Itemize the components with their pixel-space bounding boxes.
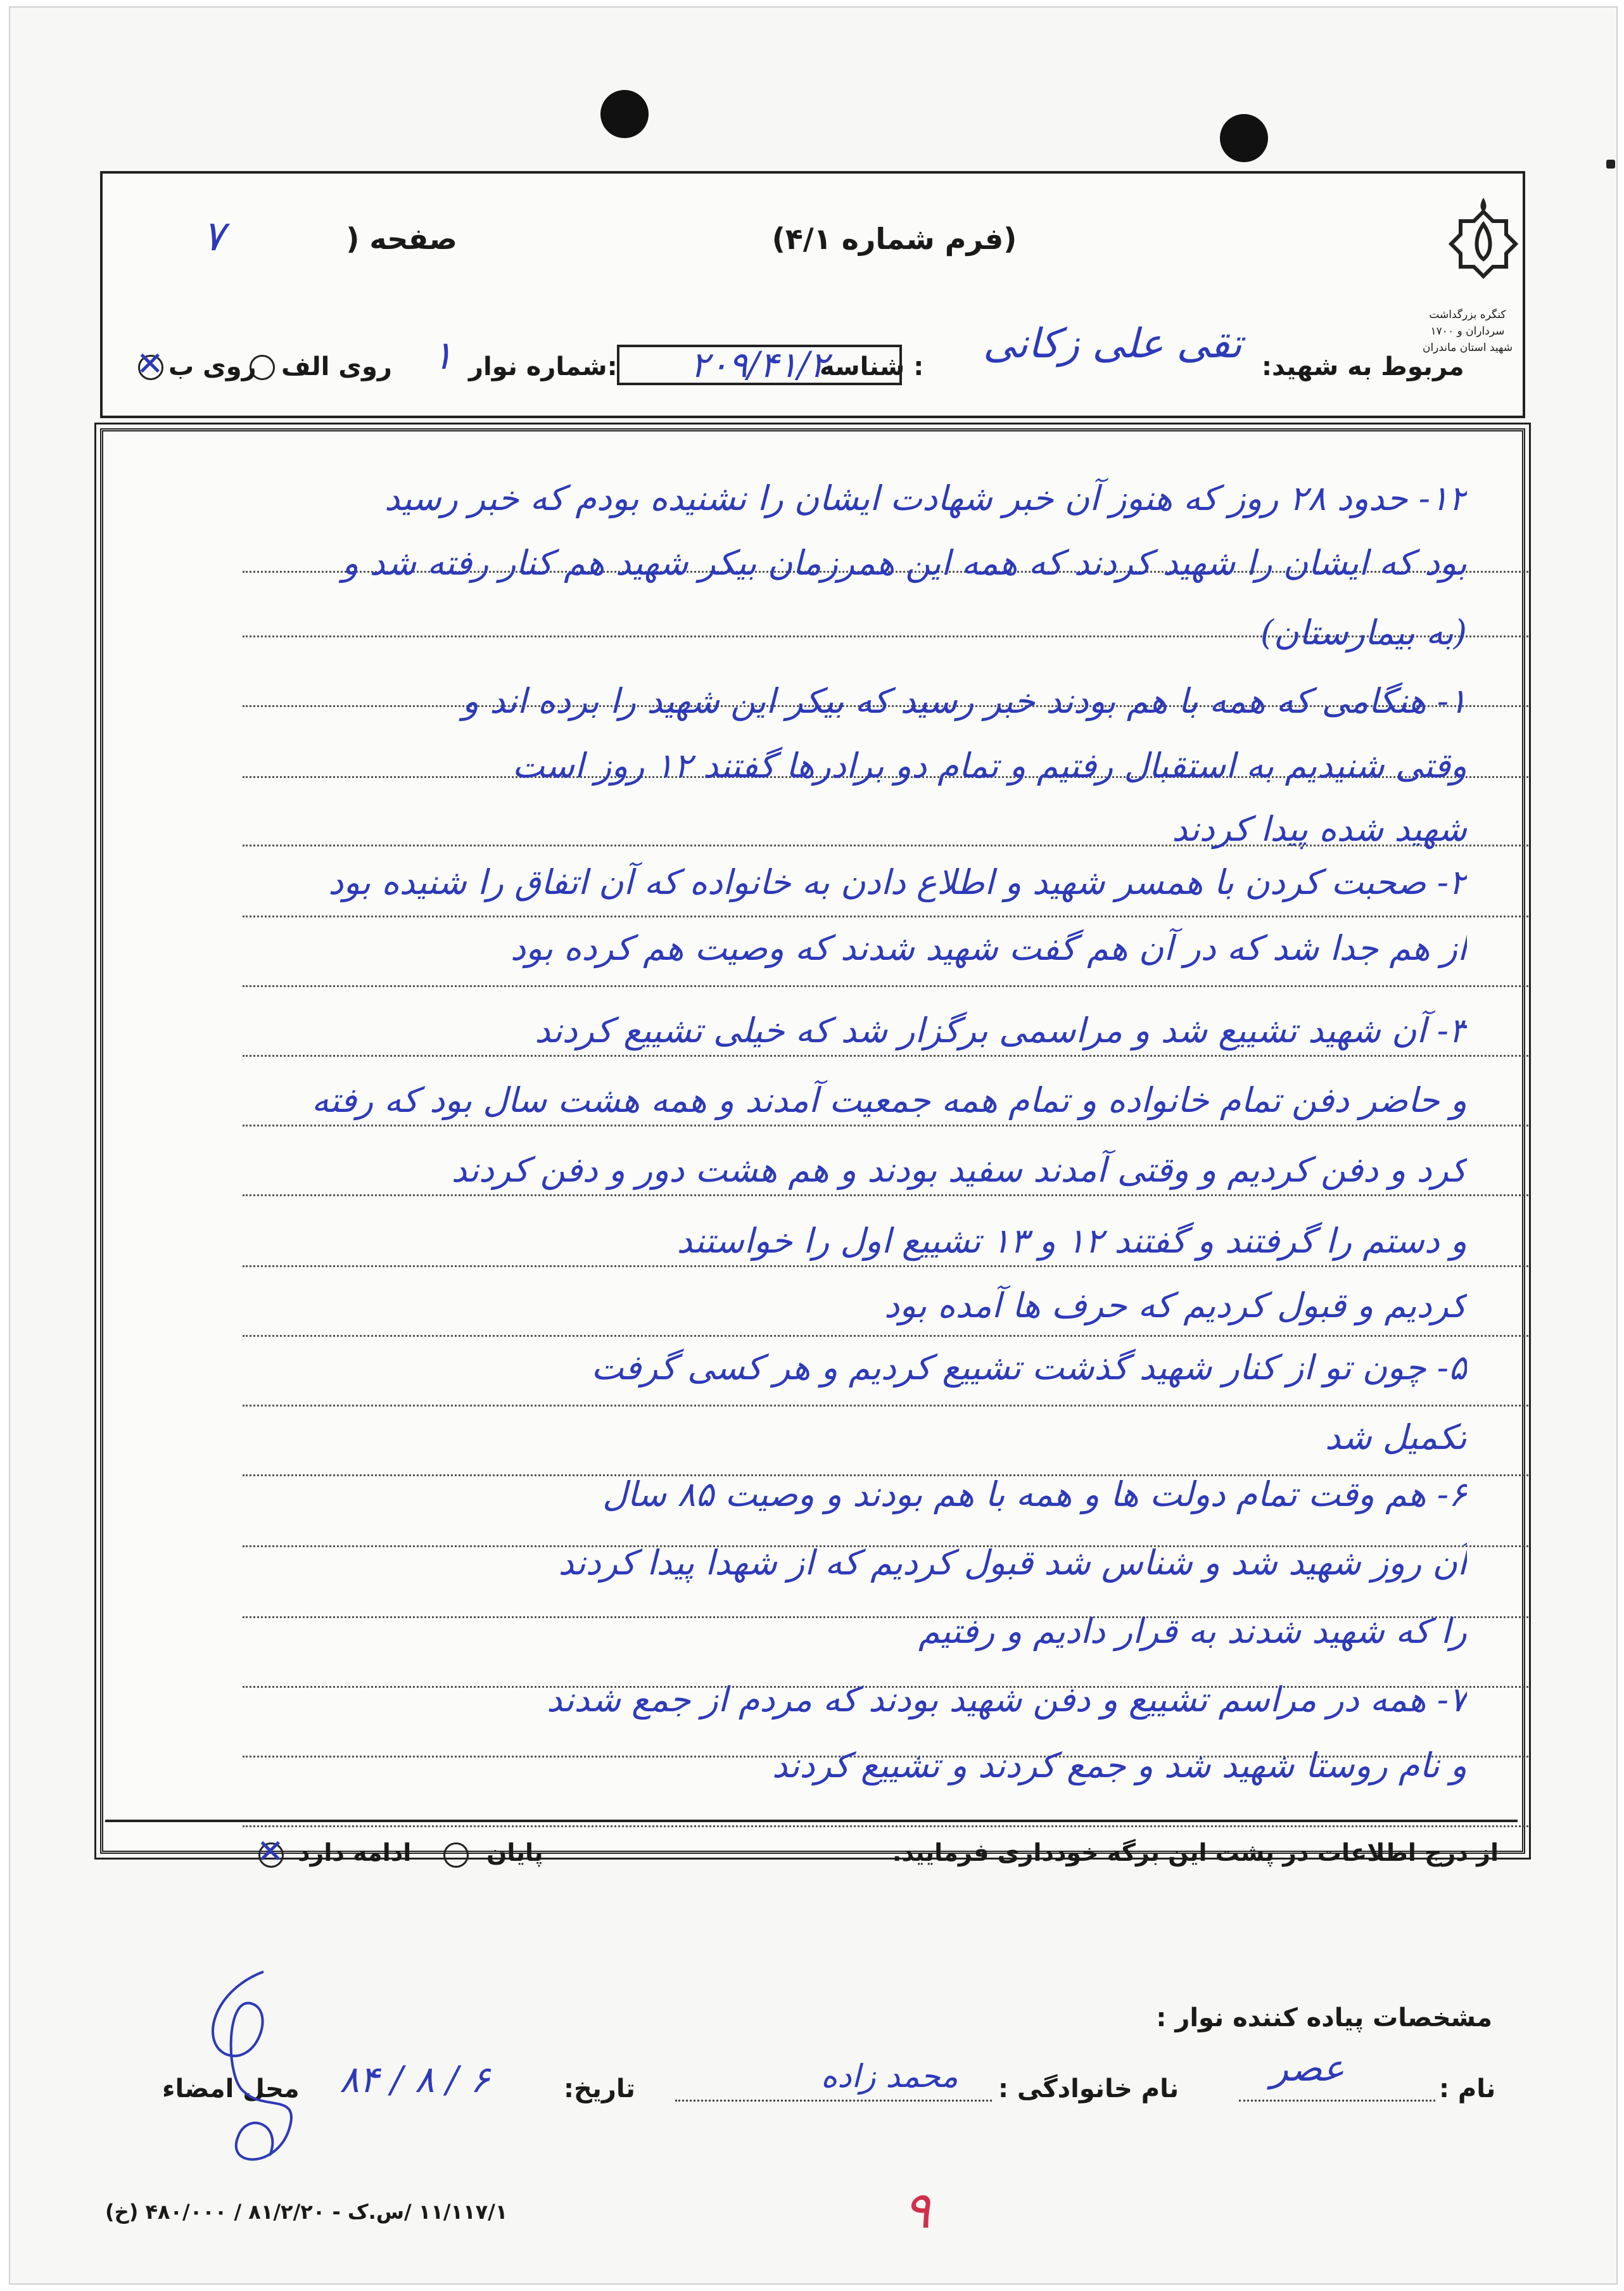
id-field[interactable]: ۲۰۹/۴۱/۲: [617, 345, 902, 385]
ruled-line: [243, 1055, 1528, 1057]
id-label: شناسه :: [820, 352, 924, 381]
name-dotted-line: [1239, 2100, 1435, 2102]
handwritten-line: شهید شده پیدا کردند: [1172, 809, 1467, 849]
martyr-name-value[interactable]: تقی علی زکانی: [983, 321, 1242, 367]
handwritten-line: کرد و دفن کردیم و وقتی آمدند سفید بودند و هم هشت دور و دفن کردند: [451, 1150, 1467, 1190]
date-value[interactable]: ۸۴ / ۸ / ۶: [339, 2058, 490, 2101]
punch-hole-right: [1220, 114, 1268, 162]
tape-number-value[interactable]: ۱: [432, 332, 454, 378]
handwritten-line: (به بیمارستان): [1260, 613, 1467, 653]
family-name-value[interactable]: محمد زاده: [821, 2058, 958, 2095]
tape-number-label: شماره نوار:: [469, 352, 618, 381]
side-a-label: روی الف: [281, 352, 392, 381]
continue-radio[interactable]: [258, 1842, 284, 1868]
martyr-label: مربوط به شهید:: [1262, 352, 1464, 381]
corner-mark: [1606, 160, 1615, 169]
handwritten-line: کردیم و قبول کردیم که حرف ها آمده بود: [884, 1286, 1467, 1325]
organization-name: کنگره بزرگداشت سرداران و ۱۷۰۰ شهید استان ماندران: [1422, 309, 1513, 354]
form-number: (فرم شماره ۴/۱): [771, 222, 1017, 256]
handwritten-line: از هم جدا شد که در آن هم گفت شهید شدند که وصیت هم کرده بود: [510, 928, 1467, 968]
header-frame: [100, 171, 1525, 418]
ruled-line: [243, 1194, 1528, 1196]
page-label-text: صفحه (: [346, 222, 457, 256]
punch-hole-left: [600, 90, 649, 138]
handwritten-line: ۱۲- حدود ۲۸ روز که هنوز آن خبر شهادت ایشان را نشنیده بودم که خبر رسید: [384, 478, 1467, 518]
page-number: ۷: [202, 212, 225, 260]
end-radio[interactable]: [443, 1842, 469, 1868]
ruled-line: [243, 1125, 1528, 1126]
handwritten-line: و حاضر دفن تمام خانواده و تمام همه جمعیت آمدند و همه هشت سال بود که رفته: [312, 1080, 1467, 1120]
handwritten-line: ۱- هنگامی که همه با هم بودند خبر رسید که بیکر این شهید را برده اند و: [462, 681, 1467, 721]
form-code: ۱۱/۱۱۷/۱ /س.ک - ۸۱/۲/۲۰ / ۴۸۰/۰۰۰ (خ): [105, 2200, 508, 2224]
handwritten-line: را که شهید شدند به قرار دادیم و رفتیم: [918, 1611, 1467, 1651]
handwritten-line: ۶- هم وقت تمام دولت ها و همه با هم بودند و وصیت ۸۵ سال: [602, 1474, 1467, 1514]
side-b-radio[interactable]: [138, 355, 163, 380]
handwritten-line: ۲- صحبت کردن با همسر شهید و اطلاع دادن به خانواده که آن اتفاق را شنیده بود: [328, 862, 1467, 902]
ruled-line: [243, 1405, 1528, 1407]
handwritten-line: تکمیل شد: [1324, 1417, 1467, 1457]
transcriber-section-title: مشخصات پیاده کننده نوار :: [1156, 2003, 1492, 2033]
handwritten-line: و نام روستا شهید شد و جمع کردند و تشییع کردند: [771, 1745, 1467, 1785]
handwritten-line: آن روز شهید شد و شناس شد قبول کردیم که از شهدا پیدا کردند: [558, 1543, 1467, 1583]
name-value[interactable]: عصر: [1271, 2046, 1345, 2090]
back-side-notice: از درج اطلاعات در پشت این برگه خودداری فرمایید.: [892, 1839, 1499, 1867]
handwritten-line: ۳- آن شهید تشییع شد و مراسمی برگزار شد که خیلی تشییع کردند: [535, 1011, 1467, 1050]
page-mark: ۹: [903, 2181, 930, 2240]
handwritten-line: ۷- همه در مراسم تشییع و دفن شهید بودند که مردم از جمع شدند: [546, 1680, 1467, 1720]
body-footer-separator: [105, 1820, 1518, 1822]
side-b-label: روی ب: [168, 352, 257, 381]
ruled-line: [243, 1825, 1528, 1827]
handwritten-line: وقتی شنیدیم به استقبال رفتیم و تمام دو برادرها گفتند ۱۲ روز است: [512, 746, 1467, 786]
family-name-label: نام خانوادگی :: [998, 2074, 1179, 2103]
handwritten-line: بود که ایشان را شهید کردند که همه این همرزمان بیکر شهید هم کنار رفته شد و: [342, 543, 1467, 583]
ruled-line: [243, 1265, 1528, 1267]
handwritten-line: و دستم را گرفتند و گفتند ۱۲ و ۱۳ تشییع اول را خواستند: [676, 1221, 1467, 1261]
page-label: [255, 222, 457, 256]
signature-location-label: محل امضاء: [162, 2074, 300, 2103]
ruled-line: [243, 916, 1528, 917]
ruled-line: [243, 1335, 1528, 1337]
end-label: پایان: [486, 1839, 543, 1867]
continue-label: ادامه دارد: [298, 1839, 412, 1867]
date-label: تاریخ:: [564, 2074, 635, 2103]
family-name-dotted-line: [675, 2100, 992, 2102]
organization-logo: [1445, 193, 1521, 288]
signature-image: [187, 1965, 327, 2181]
handwritten-line: ۵- چون تو از کنار شهید گذشت تشییع کردیم و هر کسی گرفت: [591, 1348, 1467, 1388]
form-sheet: [9, 6, 1618, 2285]
name-label: نام :: [1439, 2074, 1496, 2103]
ruled-line: [243, 985, 1528, 987]
